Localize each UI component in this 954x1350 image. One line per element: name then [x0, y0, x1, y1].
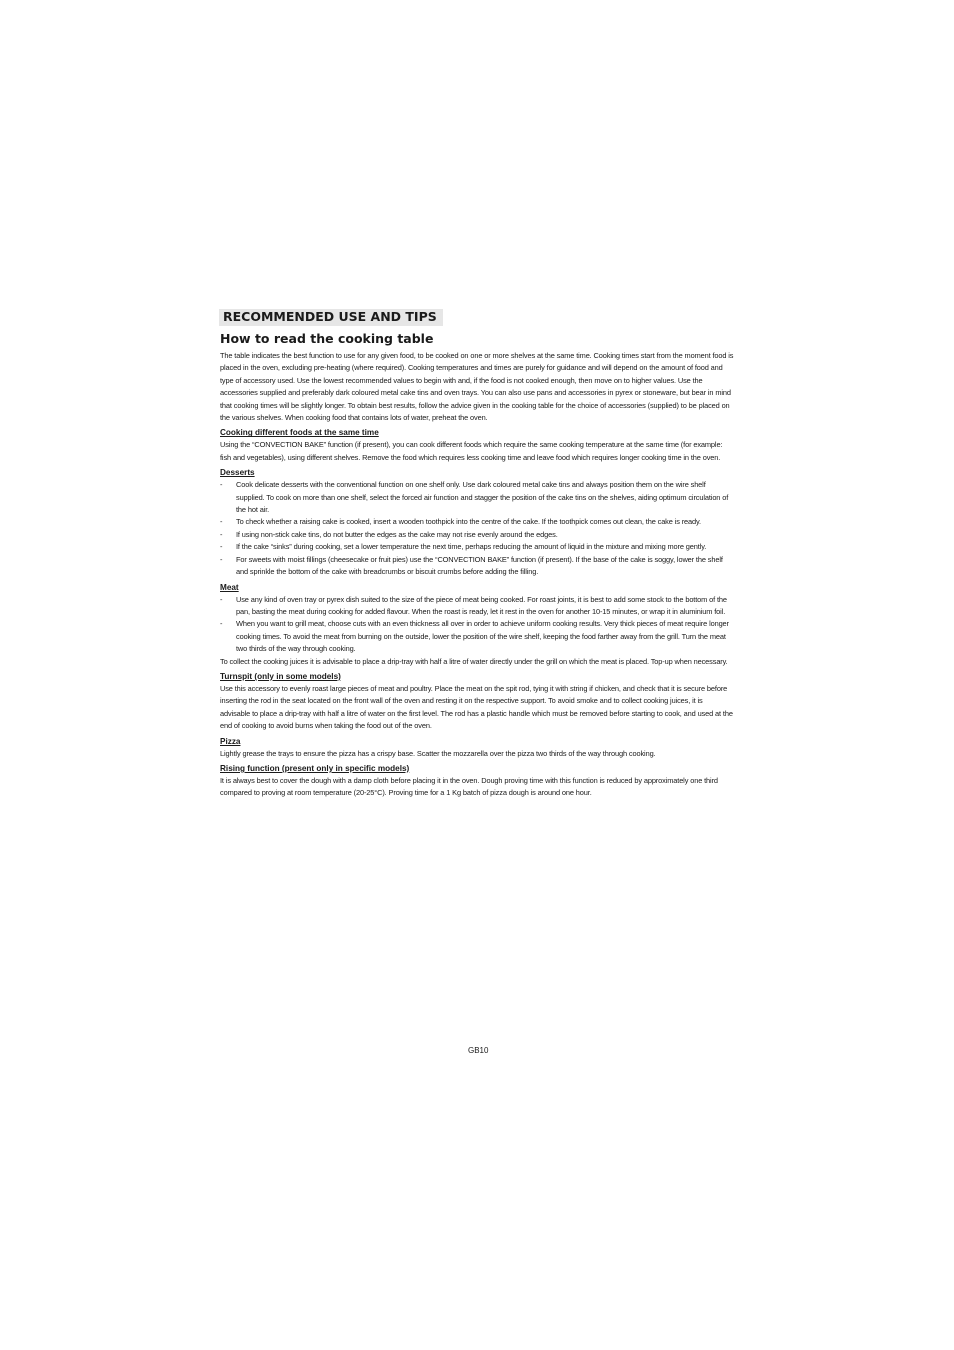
- list-item: - If the cake “sinks” during cooking, set a lower temperature the next time, perhaps reducing the amount of liquid in the mixture and mixing more gently.: [220, 541, 734, 553]
- page-heading: How to read the cooking table: [220, 331, 434, 346]
- dash-bullet: -: [220, 529, 223, 539]
- meat-list: [220, 594, 734, 656]
- page-content: [220, 308, 734, 800]
- intro-paragraph: The table indicates the best function to use for any given food, to be cooked on one or more shelves at the same time. Cooking times start from the moment food is placed in the oven, excluding pre-heating (where required). Cooking temperatures and times are purely for guidance and will depend on the amount of food and type of accessory used. Use the lowest recommended values to begin with and, if the food is not cooked enough, then move on to higher values. Use the accessories supplied and preferably dark coloured metal cake tins and oven trays. You can also use pans and accessories in pyrex or stoneware, but bear in mind that cooking times will be slightly longer. To obtain best results, follow the advice given in the cooking table for the choice of accessories (supplied) to be placed on the various shelves. When cooking food that contains lots of water, preheat the oven.: [220, 351, 734, 423]
- turnspit-paragraph: Use this accessory to evenly roast large pieces of meat and poultry. Place the meat on the spit rod, tying it with string if chicken, and check that it is secure before inserting the rod in the seat located on the front wall of the oven and resting it on the respective support. To avoid smoke and to collect cooking juices, it is advisable to place a drip-tray with half a litre of water on the first level. The rod has a plastic handle which must be removed before starting to cook, and used at the end of cooking to avoid burns when taking the food out of the oven.: [220, 683, 733, 731]
- dash-bullet: -: [220, 619, 223, 629]
- pizza-paragraph: Lightly grease the trays to ensure the pizza has a crispy base. Scatter the mozzarella over the pizza two thirds of the way through cooking.: [220, 748, 656, 758]
- different-foods-paragraph: Using the “CONVECTION BAKE” function (if present), you can cook different foods which require the same cooking temperature at the same time (for example: fish and vegetables), using different shelves. Remove the food which requires less cooking time and leave food which requires longer cooking time in the oven.: [220, 440, 723, 462]
- subheading-rising: Rising function (present only in specific models): [220, 763, 410, 773]
- list-item: - Cook delicate desserts with the conventional function on one shelf only. Use dark coloured metal cake tins and always position them on the wire shelf supplied. To cook on more than one shelf, select the forced air function and stagger the position of the cake tins on the shelves, aiding optimum circulation of the hot air.: [220, 480, 729, 515]
- list-item: - For sweets with moist fillings (cheesecake or fruit pies) use the “CONVECTION BAKE” function (if present). If the base of the cake is soggy, lower the shelf and sprinkle the bottom of the cake with breadcrumbs or biscuit crumbs before adding the filling.: [220, 554, 723, 577]
- dash-bullet: -: [220, 594, 223, 604]
- list-item: - Use any kind of oven tray or pyrex dish suited to the size of the piece of meat being cooked. For roast joints, it is best to add some stock to the bottom of the pan, basting the meat during cooking for added flavour. When the roast is ready, let it rest in the oven for another 10-15 minutes, or wrap it in aluminium foil.: [220, 594, 727, 616]
- page-number: GB10: [468, 1046, 489, 1055]
- subheading-meat: Meat: [220, 582, 239, 592]
- section-title: RECOMMENDED USE AND TIPS: [219, 309, 443, 326]
- subheading-different-foods: Cooking different foods at the same time: [220, 428, 379, 438]
- dash-bullet: -: [220, 480, 223, 490]
- rising-paragraph: It is always best to cover the dough with a damp cloth before placing it in the oven. Dough proving time with this function is reduced by approximately one third compared to proving at room temperature (20-25°C). Proving time for a 1 Kg batch of pizza dough is around one hour.: [220, 775, 718, 798]
- subheading-turnspit: Turnspit (only in some models): [220, 671, 341, 681]
- desserts-list: [220, 479, 734, 578]
- dash-bullet: -: [220, 554, 223, 564]
- subheading-desserts: Desserts: [220, 468, 255, 478]
- subheading-pizza: Pizza: [220, 736, 241, 746]
- list-item: - When you want to grill meat, choose cuts with an even thickness all over in order to achieve uniform cooking results. Very thick pieces of meat require longer cooking times. To avoid the meat from burning on the outside, lower the position of the wire shelf, keeping the food farther away from the grill. Turn the meat two thirds of the way through cooking.: [220, 619, 729, 654]
- list-item: - If using non-stick cake tins, do not butter the edges as the cake may not rise evenly around the edges.: [220, 529, 734, 541]
- list-item: - To check whether a raising cake is cooked, insert a wooden toothpick into the centre of the cake. If the toothpick comes out clean, the cake is ready.: [220, 516, 734, 528]
- dash-bullet: -: [220, 542, 223, 552]
- dash-bullet: -: [220, 517, 223, 527]
- meat-juices-paragraph: To collect the cooking juices it is advisable to place a drip-tray with half a litre of water directly under the grill on which the meat is placed. Top-up when necessary.: [220, 656, 728, 666]
